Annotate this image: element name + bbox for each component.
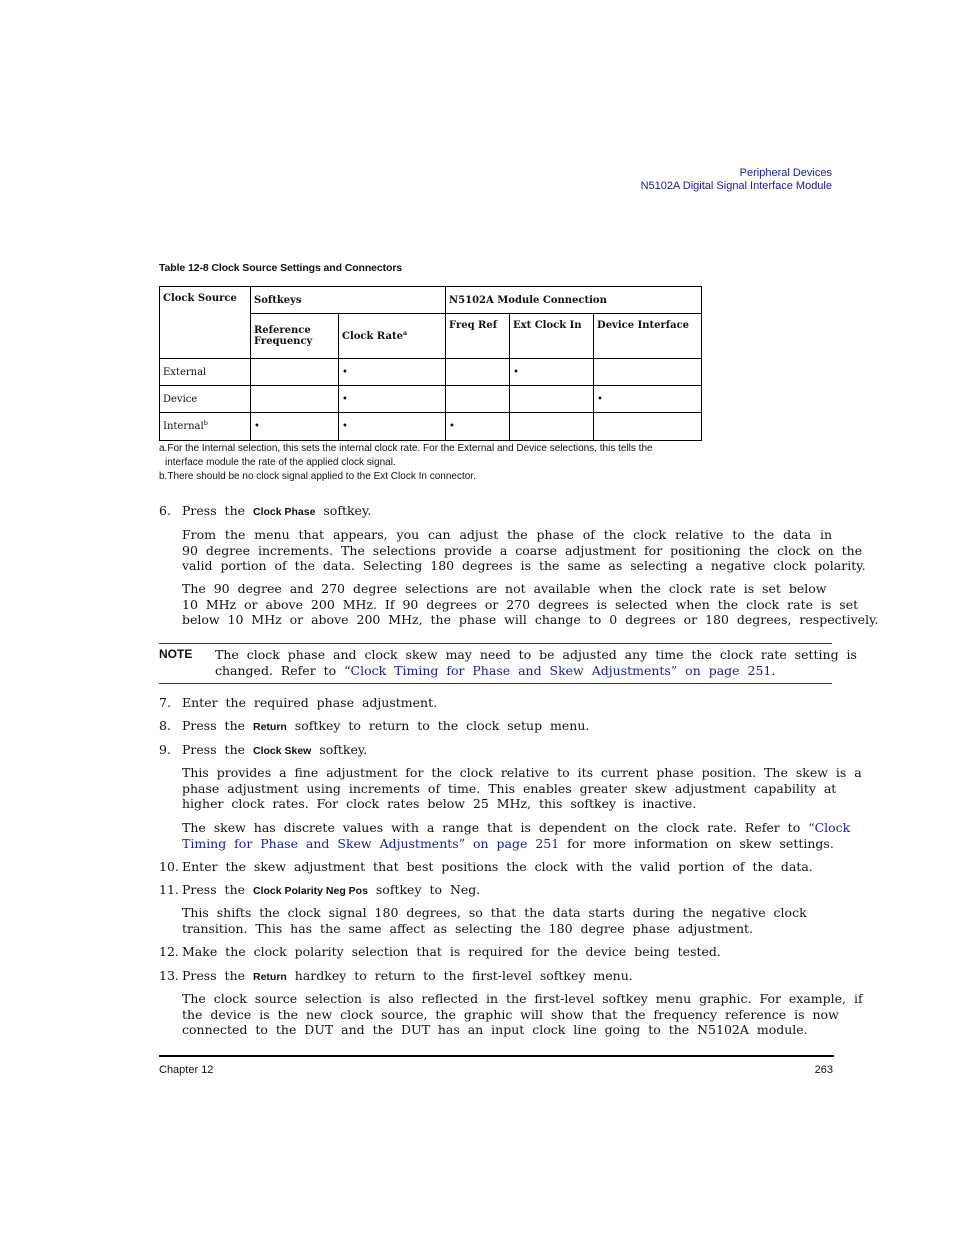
row-source-label: Internal (163, 421, 204, 432)
step-number: 7. (159, 695, 171, 710)
header-clock-rate (339, 314, 446, 359)
footer-chapter: Chapter 12 (159, 1064, 214, 1076)
header-ext-clock-in: Ext Clock In (510, 314, 594, 359)
step-11 (182, 882, 480, 900)
footnote-a-line2: interface module the rate of the applied clock signal. (165, 457, 396, 468)
link-clock-timing[interactable]: Timing for Phase and Skew Adjustments” on page 251 (182, 835, 560, 851)
ref-freq-cell: • (251, 413, 339, 441)
table-row (160, 386, 702, 413)
step-text: softkey to Neg. (367, 882, 481, 897)
step-number: 9. (159, 742, 171, 757)
device-iface-cell: • (594, 386, 702, 413)
step-text: hardkey to return to the first-level softkey menu. (286, 968, 633, 983)
step-number: 10. (159, 859, 179, 874)
header-reference-frequency-line2: Frequency (254, 336, 313, 347)
footnote-ref-a: a (402, 328, 408, 337)
running-header (641, 167, 832, 193)
step-13 (182, 968, 633, 986)
paragraph-line: The 90 degree and 270 degree selections are not available when the clock rate is set below (182, 581, 827, 596)
paragraph-line: transition. This has the same affect as selecting the 180 degree phase adjustment. (182, 920, 753, 936)
table-caption: Table 12-8 Clock Source Settings and Connectors (159, 262, 403, 274)
paragraph-phase-limits (182, 581, 879, 628)
note-top-rule (159, 643, 832, 644)
note-bottom-rule (159, 683, 832, 684)
footnote-a-line1: a.For the Internal selection, this sets the internal clock rate. For the External and Device selections, this tells the (159, 443, 653, 454)
ext-clock-cell (510, 413, 594, 441)
step-number: 8. (159, 718, 171, 733)
device-iface-cell (594, 413, 702, 441)
header-clock-source: Clock Source (160, 287, 251, 359)
ref-freq-cell (251, 386, 339, 413)
paragraph-line: From the menu that appears, you can adjust the phase of the clock relative to the data in (182, 527, 832, 542)
step-6 (182, 503, 371, 521)
clock-rate-cell: • (339, 386, 446, 413)
hardkey-return: Return (252, 971, 287, 983)
table-row (160, 359, 702, 386)
footer-page-number: 263 (814, 1064, 833, 1076)
header-freq-ref: Freq Ref (446, 314, 510, 359)
paragraph-line: higher clock rates. For clock rates below 25 MHz, this softkey is inactive. (182, 796, 697, 811)
step-text: softkey to return to the clock setup menu. (286, 718, 590, 733)
paragraph-line: 10 MHz or above 200 MHz. If 90 degrees or 270 degrees is selected when the clock rate is set (182, 596, 859, 612)
step-9 (182, 742, 367, 760)
table-row (160, 413, 702, 441)
step-text: Press the (182, 718, 253, 733)
paragraph-line: This shifts the clock signal 180 degrees, so that the data starts during the negative clock (182, 905, 807, 920)
footnote-ref-b: b (203, 419, 208, 427)
softkey-return: Return (252, 721, 287, 733)
step-text: Press the (182, 882, 253, 897)
row-source-cell: Device (160, 386, 251, 413)
clock-rate-cell: • (339, 359, 446, 386)
paragraph-clock-source-graphic (182, 991, 863, 1038)
header-module-connection: N5102A Module Connection (446, 287, 702, 314)
step-number: 6. (159, 503, 171, 518)
ref-freq-cell (251, 359, 339, 386)
step-text: Press the (182, 742, 253, 757)
paragraph-phase-menu (182, 527, 866, 574)
step-8 (182, 718, 589, 736)
clock-source-table (159, 286, 702, 441)
row-source-cell: External (160, 359, 251, 386)
footnote-b: b.There should be no clock signal applied to the Ext Clock In connector. (159, 471, 476, 482)
paragraph-line: The clock source selection is also reflected in the first-level softkey menu graphic. For example, if (182, 991, 863, 1006)
note-line: The clock phase and clock skew may need to be adjusted any time the clock rate setting is (215, 647, 857, 662)
step-text: Press the (182, 968, 253, 983)
clock-rate-cell: • (339, 413, 446, 441)
note-line (215, 663, 825, 679)
note-body (215, 647, 857, 678)
paragraph-skew-description (182, 765, 862, 812)
freq-ref-cell (446, 386, 510, 413)
paragraph-line: phase adjustment using increments of time. This enables greater skew adjustment capability at (182, 780, 837, 796)
header-chapter-title: N5102A Digital Signal Interface Module (640, 180, 832, 192)
ext-clock-cell (510, 386, 594, 413)
ext-clock-cell: • (510, 359, 594, 386)
freq-ref-cell: • (446, 413, 510, 441)
paragraph-line: valid portion of the data. Selecting 180 degrees is the same as selecting a negative clock polarity. (182, 558, 866, 573)
softkey-clock-phase: Clock Phase (252, 506, 316, 518)
step-12: Make the clock polarity selection that is required for the device being tested. (182, 944, 721, 959)
step-text: softkey. (315, 503, 372, 518)
paragraph-line: 90 degree increments. The selections provide a coarse adjustment for positioning the clock on the (182, 542, 863, 558)
paragraph-line (182, 820, 851, 836)
note-text: . (771, 662, 776, 678)
header-softkeys: Softkeys (251, 287, 446, 314)
link-clock-timing[interactable]: “Clock Timing for Phase and Skew Adjustments” on page 251 (344, 662, 772, 678)
paragraph-skew-values (182, 820, 851, 851)
step-10: Enter the skew adjustment that best positions the clock with the valid portion of the data. (182, 859, 813, 874)
table-footnotes (159, 442, 719, 484)
step-7: Enter the required phase adjustment. (182, 695, 438, 710)
header-section-title: Peripheral Devices (739, 167, 832, 179)
softkey-clock-skew: Clock Skew (252, 745, 312, 757)
step-number: 11. (159, 882, 179, 897)
device-iface-cell (594, 359, 702, 386)
softkey-clock-polarity: Clock Polarity Neg Pos (252, 885, 368, 897)
freq-ref-cell (446, 359, 510, 386)
paragraph-line: the device is the new clock source, the graphic will show that the frequency reference is now (182, 1006, 839, 1022)
header-device-interface: Device Interface (594, 314, 702, 359)
link-clock-timing[interactable]: “Clock (808, 820, 851, 835)
paragraph-text: The skew has discrete values with a range that is dependent on the clock rate. Refer to (182, 820, 809, 835)
step-text: Press the (182, 503, 253, 518)
paragraph-line: below 10 MHz or above 200 MHz, the phase will change to 0 degrees or 180 degrees, respectively. (182, 612, 879, 627)
paragraph-line: connected to the DUT and the DUT has an input clock line going to the N5102A module. (182, 1022, 808, 1037)
row-source-cell (160, 413, 251, 441)
step-number: 13. (159, 968, 179, 983)
step-text: softkey. (311, 742, 368, 757)
paragraph-text: for more information on skew settings. (559, 835, 834, 851)
note-text: changed. Refer to (215, 662, 345, 678)
note-label: NOTE (159, 647, 193, 661)
footer-rule (159, 1055, 834, 1057)
paragraph-line (182, 836, 832, 852)
header-clock-rate-label: Clock Rate (342, 330, 403, 342)
step-number: 12. (159, 944, 179, 959)
header-reference-frequency (251, 314, 339, 359)
header-reference-frequency-line1: Reference (254, 325, 311, 336)
paragraph-polarity (182, 905, 832, 936)
paragraph-line: This provides a fine adjustment for the clock relative to its current phase position. The skew is a (182, 765, 862, 780)
